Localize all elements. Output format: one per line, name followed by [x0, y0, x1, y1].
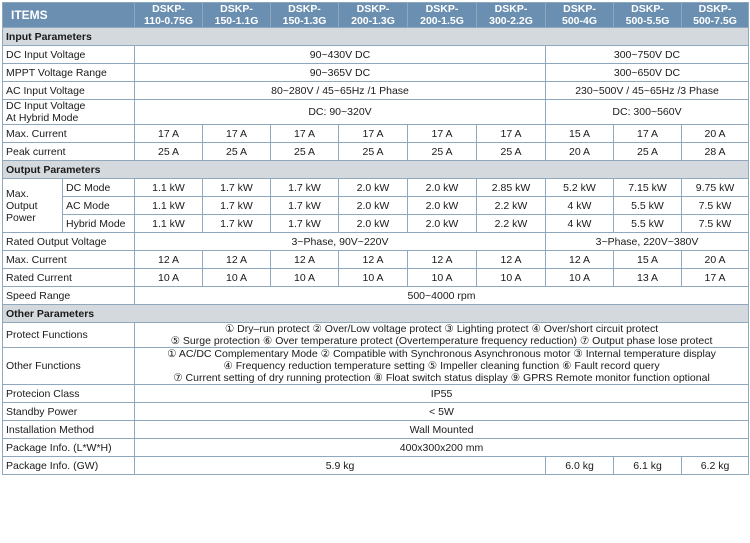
model-header: DSKP- 500-7.5G: [682, 3, 749, 28]
value-cell: 3~Phase, 220V~380V: [546, 233, 749, 251]
row-label: Max. Current: [3, 251, 135, 269]
value-cell: 20 A: [682, 251, 749, 269]
value-cell: Wall Mounted: [135, 421, 749, 439]
model-header: DSKP- 110-0.75G: [135, 3, 203, 28]
model-header: DSKP- 150-1.3G: [271, 3, 339, 28]
value-cell: 2.2 kW: [477, 197, 546, 215]
table-row: [3, 348, 749, 385]
value-cell: 10 A: [203, 269, 271, 287]
value-cell: 28 A: [682, 143, 749, 161]
value-cell: 400x300x200 mm: [135, 439, 749, 457]
value-cell: 17 A: [271, 125, 339, 143]
value-cell: 17 A: [614, 125, 682, 143]
row-label: MPPT Voltage Range: [3, 64, 135, 82]
model-header: DSKP- 500-4G: [546, 3, 614, 28]
value-cell: 500~4000 rpm: [135, 287, 749, 305]
table-row: [3, 323, 749, 348]
value-cell: 90~430V DC: [135, 46, 546, 64]
other-section-title: Other Parameters: [3, 305, 749, 323]
value-cell: 25 A: [614, 143, 682, 161]
input-section-title: Input Parameters: [3, 28, 749, 46]
sub-label: AC Mode: [63, 197, 135, 215]
model-header: DSKP- 200-1.3G: [339, 3, 408, 28]
row-label: Rated Current: [3, 269, 135, 287]
table-row: [3, 287, 749, 305]
table-row: [3, 403, 749, 421]
value-cell: 4 kW: [546, 215, 614, 233]
model-header: DSKP- 150-1.1G: [203, 3, 271, 28]
value-cell: 1.1 kW: [135, 197, 203, 215]
row-label: Speed Range: [3, 287, 135, 305]
value-cell: 1.7 kW: [203, 179, 271, 197]
value-cell: 1.7 kW: [203, 197, 271, 215]
row-label: Peak current: [3, 143, 135, 161]
value-cell: IP55: [135, 385, 749, 403]
table-row: [3, 215, 749, 233]
value-cell: 10 A: [135, 269, 203, 287]
table-row: [3, 100, 749, 125]
value-cell: 2.0 kW: [339, 215, 408, 233]
value-cell: 9.75 kW: [682, 179, 749, 197]
value-cell: 1.7 kW: [271, 179, 339, 197]
value-cell: 17 A: [203, 125, 271, 143]
row-label: Rated Output Voltage: [3, 233, 135, 251]
value-cell: 2.0 kW: [408, 215, 477, 233]
value-cell: DC: 90~320V: [135, 100, 546, 125]
table-row: [3, 82, 749, 100]
value-cell: 12 A: [271, 251, 339, 269]
value-cell: 5.5 kW: [614, 215, 682, 233]
value-cell: 3~Phase, 90V~220V: [135, 233, 546, 251]
table-row: [3, 421, 749, 439]
table-row: [3, 385, 749, 403]
value-cell: 12 A: [203, 251, 271, 269]
value-cell: 80~280V / 45~65Hz /1 Phase: [135, 82, 546, 100]
value-cell: 13 A: [614, 269, 682, 287]
row-label: Standby Power: [3, 403, 135, 421]
row-label: Other Functions: [3, 348, 135, 385]
value-cell: DC: 300~560V: [546, 100, 749, 125]
section-row: [3, 305, 749, 323]
table-row: [3, 269, 749, 287]
items-header: ITEMS: [3, 3, 135, 28]
value-cell: 6.2 kg: [682, 457, 749, 475]
value-cell: 12 A: [339, 251, 408, 269]
value-cell: 1.1 kW: [135, 179, 203, 197]
value-cell: 25 A: [339, 143, 408, 161]
value-cell: 1.7 kW: [203, 215, 271, 233]
value-cell: 17 A: [682, 269, 749, 287]
value-cell: ① AC/DC Complementary Mode ② Compatible with Synchronous Asynchronous motor ③ Internal temperature display ④ Frequency reduction temperature setting ⑤ Impeller cleaning function ⑥ Fault record query ⑦ Current setting of dry running protection ⑧ Float switch status display ⑨ GPRS Remote monitor function optional: [135, 348, 749, 385]
value-cell: 20 A: [682, 125, 749, 143]
value-cell: 10 A: [271, 269, 339, 287]
spec-table: [2, 2, 749, 475]
row-label: Package Info. (L*W*H): [3, 439, 135, 457]
value-cell: 1.1 kW: [135, 215, 203, 233]
model-header: DSKP- 200-1.5G: [408, 3, 477, 28]
value-cell: < 5W: [135, 403, 749, 421]
table-row: [3, 179, 749, 197]
value-cell: 25 A: [135, 143, 203, 161]
table-row: [3, 46, 749, 64]
value-cell: 12 A: [477, 251, 546, 269]
value-cell: 2.0 kW: [408, 197, 477, 215]
value-cell: 17 A: [135, 125, 203, 143]
model-header: DSKP- 500-5.5G: [614, 3, 682, 28]
value-cell: 10 A: [477, 269, 546, 287]
value-cell: 25 A: [477, 143, 546, 161]
value-cell: 2.0 kW: [408, 179, 477, 197]
value-cell: 1.7 kW: [271, 215, 339, 233]
value-cell: 7.15 kW: [614, 179, 682, 197]
value-cell: 2.2 kW: [477, 215, 546, 233]
row-label: Protect Functions: [3, 323, 135, 348]
value-cell: 2.85 kW: [477, 179, 546, 197]
value-cell: 12 A: [135, 251, 203, 269]
output-section-title: Output Parameters: [3, 161, 749, 179]
table-row: [3, 64, 749, 82]
value-cell: 2.0 kW: [339, 197, 408, 215]
row-label: Package Info. (GW): [3, 457, 135, 475]
value-cell: 300~750V DC: [546, 46, 749, 64]
value-cell: 1.7 kW: [271, 197, 339, 215]
table-row: [3, 233, 749, 251]
value-cell: 300~650V DC: [546, 64, 749, 82]
value-cell: 10 A: [546, 269, 614, 287]
value-cell: 17 A: [408, 125, 477, 143]
value-cell: 10 A: [408, 269, 477, 287]
table-row: [3, 197, 749, 215]
value-cell: 5.2 kW: [546, 179, 614, 197]
value-cell: 17 A: [477, 125, 546, 143]
section-row: [3, 28, 749, 46]
value-cell: 17 A: [339, 125, 408, 143]
value-cell: 7.5 kW: [682, 197, 749, 215]
sub-label: DC Mode: [63, 179, 135, 197]
table-row: [3, 457, 749, 475]
row-label: DC Input Voltage: [3, 46, 135, 64]
row-label: Installation Method: [3, 421, 135, 439]
row-label: DC Input Voltage At Hybrid Mode: [3, 100, 135, 125]
value-cell: 25 A: [203, 143, 271, 161]
value-cell: 20 A: [546, 143, 614, 161]
value-cell: 25 A: [271, 143, 339, 161]
value-cell: 7.5 kW: [682, 215, 749, 233]
section-row: [3, 161, 749, 179]
header-row: [3, 3, 749, 28]
table-row: [3, 439, 749, 457]
table-row: [3, 143, 749, 161]
value-cell: 15 A: [546, 125, 614, 143]
value-cell: 12 A: [408, 251, 477, 269]
value-cell: 5.5 kW: [614, 197, 682, 215]
table-row: [3, 125, 749, 143]
row-label: Protecion Class: [3, 385, 135, 403]
value-cell: 5.9 kg: [135, 457, 546, 475]
value-cell: 230~500V / 45~65Hz /3 Phase: [546, 82, 749, 100]
row-label: Max. Current: [3, 125, 135, 143]
table-row: [3, 251, 749, 269]
value-cell: 15 A: [614, 251, 682, 269]
row-label: AC Input Voltage: [3, 82, 135, 100]
value-cell: 12 A: [546, 251, 614, 269]
value-cell: 25 A: [408, 143, 477, 161]
value-cell: 10 A: [339, 269, 408, 287]
value-cell: 2.0 kW: [339, 179, 408, 197]
value-cell: 4 kW: [546, 197, 614, 215]
sub-label: Hybrid Mode: [63, 215, 135, 233]
value-cell: 6.0 kg: [546, 457, 614, 475]
value-cell: 6.1 kg: [614, 457, 682, 475]
value-cell: ① Dry–run protect ② Over/Low voltage protect ③ Lighting protect ④ Over/short circuit protect ⑤ Surge protection ⑥ Over temperature protect (Overtemperature frequency reduction) ⑦ Output phase lose protect: [135, 323, 749, 348]
model-header: DSKP- 300-2.2G: [477, 3, 546, 28]
value-cell: 90~365V DC: [135, 64, 546, 82]
row-label: Max. Output Power: [3, 179, 63, 233]
